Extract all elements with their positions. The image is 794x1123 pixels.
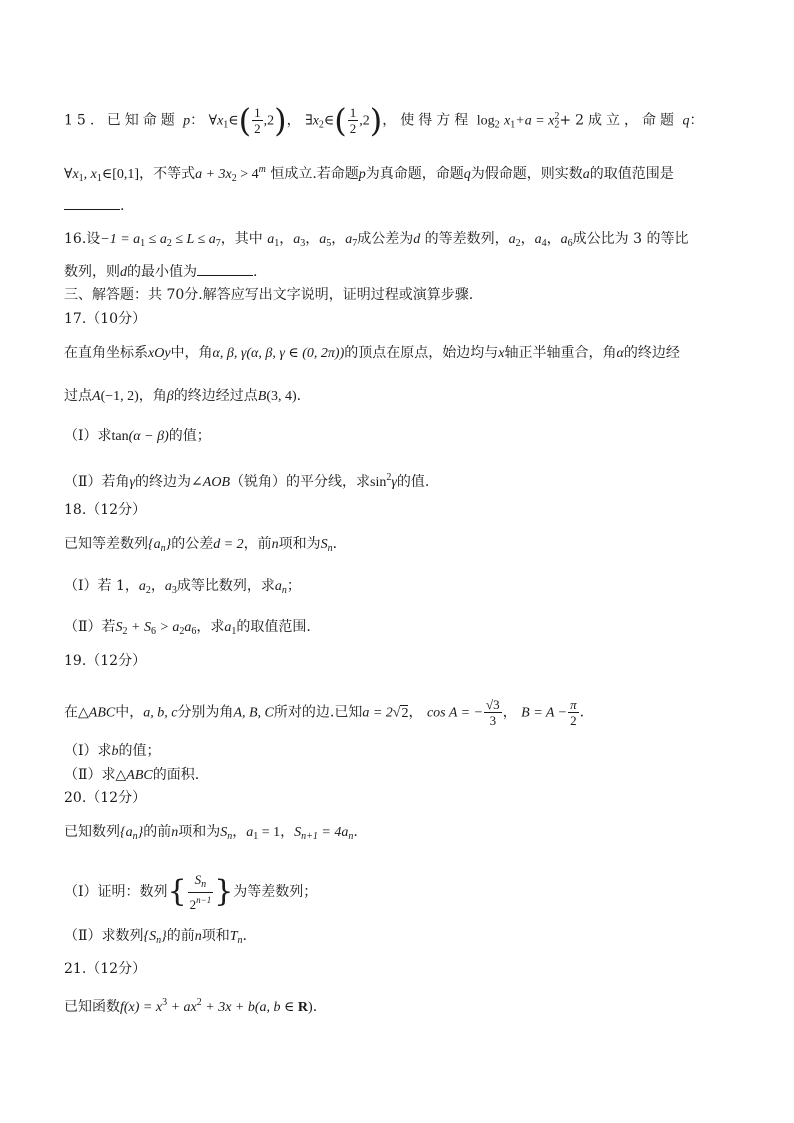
q20-part-2 bbox=[64, 926, 247, 951]
q16-text: 成公差为 bbox=[357, 231, 414, 247]
q15-text: 15. 已知命题 bbox=[64, 112, 179, 129]
q15-paren-open: ( bbox=[238, 101, 252, 140]
q20-period: . bbox=[242, 928, 247, 944]
q20-heading bbox=[64, 788, 146, 808]
q15-paren-close: ) bbox=[274, 101, 287, 140]
q15-text: ，不等式 bbox=[139, 166, 196, 182]
q18-s: S bbox=[115, 620, 123, 635]
q20-line-1 bbox=[64, 822, 358, 847]
q17-text: 中，角 bbox=[170, 345, 213, 361]
q15-sub: 2 bbox=[231, 173, 237, 184]
q17-text: （锐角）的平分线，求 bbox=[230, 474, 370, 490]
q20-period: . bbox=[353, 824, 358, 840]
q18-sub: 6 bbox=[191, 626, 197, 637]
q20-sub: n bbox=[227, 831, 233, 842]
q17-text: 的顶点在原点，始边均与 bbox=[344, 345, 499, 361]
q17-gamma: γ bbox=[391, 475, 397, 490]
q15-frac-num: 1 bbox=[349, 105, 357, 120]
q16-a: a bbox=[345, 232, 353, 247]
q17-heading bbox=[64, 309, 146, 329]
q17-text: 在直角坐标系 bbox=[64, 345, 148, 361]
q16-chain: ≤ L ≤ a bbox=[171, 232, 216, 247]
q16-a: a bbox=[560, 232, 568, 247]
q16-text: 的最小值为 bbox=[127, 264, 197, 280]
q18-a: > a bbox=[155, 620, 180, 635]
q19-text: 所对的边.已知 bbox=[273, 704, 363, 721]
q15-colon: ： bbox=[190, 112, 205, 129]
q19-heading bbox=[64, 651, 146, 671]
q18-sub: n bbox=[281, 585, 287, 596]
q16-sub: 3 bbox=[300, 238, 306, 249]
q16-d: d bbox=[120, 265, 127, 280]
q15-period: . bbox=[120, 198, 125, 214]
q19-frac-den: 3 bbox=[489, 713, 497, 728]
q16-answer-blank bbox=[197, 263, 253, 276]
q20-s: S bbox=[220, 825, 228, 840]
q16-text: 的等差数列， bbox=[424, 231, 509, 247]
q21-paren: ) bbox=[308, 1000, 313, 1015]
q17-point-b: B bbox=[257, 389, 267, 404]
q16-a: a bbox=[293, 232, 301, 247]
q19-fraction-cos bbox=[484, 697, 502, 728]
q16-comma: ， bbox=[279, 231, 294, 247]
q20-text: 的前 bbox=[166, 928, 195, 944]
q15-paren-close: ) bbox=[369, 101, 383, 140]
q20-number: 20.（12分） bbox=[64, 790, 147, 806]
q15-p: p bbox=[183, 113, 191, 129]
q20-sub: 1 bbox=[253, 831, 259, 842]
q16-a: a bbox=[319, 232, 327, 247]
q19-b: b bbox=[111, 744, 119, 759]
q21-number: 21.（12分） bbox=[64, 961, 147, 977]
q15-sub: 1 bbox=[223, 119, 229, 131]
q15-line-3 bbox=[64, 196, 124, 216]
q21-func: f(x) = x bbox=[120, 1000, 163, 1015]
q20-eq: = 4a bbox=[317, 825, 349, 840]
q16-sub: 2 bbox=[166, 238, 172, 249]
q20-sub: n bbox=[156, 935, 162, 946]
q19-frac-num: √3 bbox=[486, 697, 500, 712]
q15-sub: 1 bbox=[510, 119, 516, 131]
q17-text: 的值； bbox=[168, 428, 211, 444]
q18-sub: 3 bbox=[171, 585, 177, 596]
q17-line-2 bbox=[64, 386, 301, 407]
q20-sub: n bbox=[132, 831, 138, 842]
q18-a: a bbox=[274, 579, 282, 594]
q19-text: （Ⅰ）求 bbox=[64, 743, 112, 759]
q16-comma: ， bbox=[546, 231, 561, 247]
q19-text: 分别为角 bbox=[177, 704, 234, 721]
q21-reals: R bbox=[297, 1000, 309, 1015]
q18-a: a bbox=[184, 620, 192, 635]
q19-sqrt-arg: 2 bbox=[401, 705, 409, 721]
q16-sub: 7 bbox=[215, 238, 221, 249]
q20-seq: } bbox=[161, 929, 167, 944]
q20-sup: n−1 bbox=[196, 895, 212, 905]
q20-seq: } bbox=[137, 825, 144, 840]
q21-heading bbox=[64, 959, 146, 979]
q15-sup: 2 bbox=[554, 110, 560, 122]
q15-frac-den: 2 bbox=[254, 121, 261, 136]
q21-func: + ax bbox=[167, 1000, 197, 1015]
q15-text: +2成立，命题 bbox=[559, 112, 679, 129]
q20-t: T bbox=[229, 929, 238, 944]
q20-comma: ， bbox=[280, 824, 295, 840]
q15-text: 恒成立.若命题 bbox=[270, 166, 359, 182]
q21-sup: 3 bbox=[162, 997, 168, 1008]
q20-s: S bbox=[194, 872, 202, 887]
q18-s: + S bbox=[127, 620, 151, 635]
q17-text: （Ⅰ）求 bbox=[64, 428, 112, 444]
q20-text: 项和 bbox=[201, 928, 230, 944]
q15-paren-open: ( bbox=[334, 101, 347, 140]
q16-line-1 bbox=[64, 229, 688, 254]
q17-text: 过点 bbox=[64, 388, 92, 404]
q18-a: a bbox=[224, 620, 232, 635]
q15-interval: ∈[0,1] bbox=[101, 167, 140, 182]
q17-point-a: A bbox=[92, 389, 101, 404]
q20-two: 2 bbox=[189, 897, 197, 912]
q19-frac-num: π bbox=[570, 697, 577, 712]
q20-a: a bbox=[246, 825, 254, 840]
q17-number: 17.（10分） bbox=[64, 311, 147, 327]
q19-sqrt: √2 bbox=[392, 705, 409, 721]
q17-text: 的终边为 bbox=[135, 474, 192, 490]
q15-line-2 bbox=[64, 160, 674, 189]
q16-sub: 7 bbox=[352, 238, 358, 249]
q16-period: . bbox=[253, 264, 258, 280]
q18-sub: 2 bbox=[122, 626, 128, 637]
q20-text: （Ⅱ）求数列 bbox=[64, 928, 144, 944]
q16-text: 16.设 bbox=[64, 231, 101, 247]
q20-part-1 bbox=[64, 872, 317, 912]
q17-part-1 bbox=[64, 426, 211, 447]
q17-angle-range: (α, β, γ ∈ (0, 2π)) bbox=[246, 346, 345, 361]
q20-eq: = 1 bbox=[258, 825, 281, 840]
q19-angles: A, B, C bbox=[233, 705, 274, 721]
q20-frac-num bbox=[188, 872, 214, 893]
q15-text: 的取值范围是 bbox=[589, 166, 674, 182]
q15-text: 为真命题，命题 bbox=[365, 166, 464, 182]
q15-forall-x: ∀x bbox=[64, 167, 79, 182]
q16-text: 成公比为 3 的等比 bbox=[572, 231, 689, 247]
q15-interval-end: ,2 bbox=[359, 113, 370, 129]
q20-sub: n+1 bbox=[301, 831, 318, 842]
q20-brace-open: { bbox=[167, 874, 187, 909]
q20-fraction bbox=[188, 872, 214, 912]
q16-a: a bbox=[534, 232, 542, 247]
q21-line-1 bbox=[64, 993, 317, 1018]
q21-period: . bbox=[312, 999, 318, 1015]
q20-text: （Ⅰ）证明：数列 bbox=[64, 884, 168, 900]
q17-text: （Ⅱ）若角 bbox=[64, 474, 130, 490]
q16-a: a bbox=[508, 232, 516, 247]
q20-sub: n bbox=[348, 831, 354, 842]
q15-line-1 bbox=[64, 101, 704, 140]
q19-fraction-pi bbox=[568, 697, 579, 728]
q19-b-angle: B = A − bbox=[521, 705, 568, 721]
q18-sub: 1 bbox=[231, 626, 237, 637]
q16-text: 数列，则 bbox=[64, 264, 120, 280]
q17-text: 的值. bbox=[396, 474, 430, 490]
q15-interval-end: ,2 bbox=[263, 113, 275, 129]
q18-d: d = 2 bbox=[213, 537, 244, 552]
q19-triangle: △ABC bbox=[78, 705, 116, 721]
q16-d: d bbox=[413, 232, 421, 247]
q18-s: S bbox=[320, 537, 328, 552]
q19-a-value: a = 2 bbox=[362, 705, 393, 721]
q15-log-base: 2 bbox=[494, 119, 500, 131]
q16-a: a bbox=[267, 232, 275, 247]
q19-text: 在 bbox=[64, 704, 78, 721]
q20-text: 的前 bbox=[143, 824, 172, 840]
q15-sub: 2 bbox=[554, 119, 560, 131]
q18-part-1 bbox=[64, 576, 301, 601]
q20-s: S bbox=[294, 825, 302, 840]
q16-comma: ， bbox=[331, 231, 346, 247]
q15-comma: ， bbox=[286, 112, 301, 129]
q16-text: ，其中 bbox=[220, 231, 263, 247]
q18-text: （Ⅰ）若 1， bbox=[64, 578, 139, 594]
q17-tan: tan bbox=[111, 429, 129, 444]
q15-ineq: > 4 bbox=[236, 167, 259, 182]
q18-text: 成等比数列，求 bbox=[176, 578, 275, 594]
q20-text: 项和为 bbox=[178, 824, 221, 840]
q18-sub: n bbox=[160, 543, 166, 554]
q18-seq: } bbox=[165, 537, 172, 552]
q19-cos: cos A = − bbox=[426, 705, 484, 721]
q17-text: 的终边经过点 bbox=[173, 388, 258, 404]
q18-sub: 2 bbox=[145, 585, 151, 596]
q18-comma: ， bbox=[150, 578, 165, 594]
q17-period: . bbox=[296, 388, 302, 404]
q15-x: , x bbox=[83, 167, 97, 182]
q19-comma: ， bbox=[408, 704, 423, 721]
q21-text: 已知函数 bbox=[64, 999, 120, 1015]
q15-sup: m bbox=[258, 164, 266, 175]
q18-sub: 6 bbox=[150, 626, 156, 637]
q17-angles: α, β, γ bbox=[212, 346, 247, 361]
q20-text: 为等差数列； bbox=[233, 884, 318, 900]
q15-sub: 1 bbox=[78, 173, 84, 184]
q15-sub: 1 bbox=[96, 173, 102, 184]
q15-q: q bbox=[682, 113, 690, 129]
q18-line-1 bbox=[64, 534, 337, 559]
q15-ineq: a + 3x bbox=[195, 167, 232, 182]
q18-text: ，前 bbox=[243, 536, 272, 552]
q15-q: q bbox=[463, 167, 471, 182]
q20-frac-den bbox=[188, 893, 214, 912]
q18-period: . bbox=[332, 536, 338, 552]
q16-sub: 1 bbox=[274, 238, 280, 249]
q17-expr: (α − β) bbox=[128, 429, 169, 444]
q19-line-1 bbox=[64, 697, 584, 728]
q17-text: 轴正半轴重合，角 bbox=[504, 345, 617, 361]
q18-number: 18.（12分） bbox=[64, 502, 147, 518]
q19-triangle: △ABC bbox=[115, 768, 153, 783]
q15-text: ，使得方程 bbox=[382, 112, 473, 129]
q15-fraction-1 bbox=[252, 105, 263, 136]
q15-a: a bbox=[582, 167, 590, 182]
q18-n: n bbox=[271, 537, 279, 552]
q15-forall-x: ∀x bbox=[208, 113, 224, 129]
q18-text: 项和为 bbox=[278, 536, 321, 552]
q18-sub: 2 bbox=[179, 626, 185, 637]
q18-text: ； bbox=[286, 578, 301, 594]
q15-colon: ： bbox=[689, 112, 704, 129]
q20-seq: {S bbox=[143, 929, 157, 944]
q19-comma: ， bbox=[502, 704, 517, 721]
q16-sub: 4 bbox=[541, 238, 547, 249]
q16-comma: ， bbox=[520, 231, 535, 247]
q17-gamma: γ bbox=[129, 475, 136, 490]
q16-sub: 1 bbox=[140, 238, 146, 249]
q18-a: a bbox=[164, 579, 172, 594]
q19-text: 的面积. bbox=[152, 767, 200, 783]
q19-period: . bbox=[579, 704, 585, 721]
q20-sub: n bbox=[201, 879, 207, 890]
q18-part-2 bbox=[64, 617, 311, 642]
q18-sub: n bbox=[327, 543, 333, 554]
q18-text: 的取值范围. bbox=[236, 619, 311, 635]
q16-comma: ， bbox=[305, 231, 320, 247]
section-3-heading bbox=[64, 285, 473, 305]
q17-part-2 bbox=[64, 468, 429, 493]
q16-sub: 2 bbox=[515, 238, 521, 249]
q20-text: 已知数列 bbox=[64, 824, 120, 840]
q20-comma: ， bbox=[232, 824, 247, 840]
q15-in: ∈ bbox=[323, 113, 335, 129]
q17-line-1 bbox=[64, 343, 680, 364]
q18-heading bbox=[64, 500, 146, 520]
q18-seq: {a bbox=[148, 537, 161, 552]
q17-point-a-coords: (−1, 2) bbox=[100, 389, 139, 404]
q16-line-2 bbox=[64, 262, 257, 283]
q15-exists-x: ∃x bbox=[305, 113, 319, 129]
q19-sides: a, b, c bbox=[143, 705, 178, 721]
q17-x: x bbox=[498, 346, 505, 361]
q17-sin: sin bbox=[370, 475, 387, 490]
q15-sub: 2 bbox=[318, 119, 324, 131]
q17-sup: 2 bbox=[386, 472, 392, 483]
q17-xoy: xOy bbox=[148, 346, 171, 361]
q19-number: 19.（12分） bbox=[64, 653, 147, 669]
q18-a: a bbox=[138, 579, 146, 594]
q15-answer-blank bbox=[64, 197, 120, 210]
q18-text: 的公差 bbox=[171, 536, 214, 552]
q17-alpha: α bbox=[616, 346, 624, 361]
q16-chain: ≤ a bbox=[145, 232, 167, 247]
q20-n: n bbox=[171, 825, 179, 840]
q17-text: ，角 bbox=[138, 388, 167, 404]
q21-func: + 3x + b(a, b ∈ bbox=[201, 1000, 298, 1015]
q19-frac-den: 2 bbox=[570, 713, 577, 728]
q19-text: 中， bbox=[115, 704, 144, 721]
q19-part-1 bbox=[64, 741, 161, 762]
q17-text: 的终边经 bbox=[623, 345, 680, 361]
q16-chain: −1 = a bbox=[100, 232, 141, 247]
q15-text: 为假命题，则实数 bbox=[470, 166, 583, 182]
q19-text: 的值； bbox=[118, 743, 161, 759]
q18-text: （Ⅱ）若 bbox=[64, 619, 116, 635]
q20-sub: n bbox=[237, 935, 243, 946]
q20-seq: {a bbox=[120, 825, 133, 840]
section-3-text: 三、解答题：共 70分.解答应写出文字说明，证明过程或演算步骤. bbox=[64, 287, 474, 303]
q20-brace-close: } bbox=[214, 874, 234, 909]
q15-x: x bbox=[504, 113, 511, 129]
q19-part-2 bbox=[64, 765, 199, 786]
q15-frac-den: 2 bbox=[349, 121, 357, 136]
q15-log: log bbox=[476, 113, 495, 129]
q15-p: p bbox=[358, 167, 366, 182]
q20-n: n bbox=[194, 929, 202, 944]
q15-eq: +a = x bbox=[515, 113, 555, 129]
q15-frac-num: 1 bbox=[254, 105, 261, 120]
q19-text: （Ⅱ）求 bbox=[64, 767, 116, 783]
q17-point-b-coords: (3, 4) bbox=[266, 389, 297, 404]
q17-angle-aob: ∠AOB bbox=[191, 475, 230, 490]
q21-sup: 2 bbox=[196, 997, 202, 1008]
q18-text: 已知等差数列 bbox=[64, 536, 148, 552]
q15-fraction-2 bbox=[348, 105, 359, 136]
q17-beta: β bbox=[166, 389, 174, 404]
q15-in: ∈ bbox=[228, 113, 239, 129]
q16-sub: 5 bbox=[326, 238, 332, 249]
q18-text: ，求 bbox=[196, 619, 225, 635]
q16-sub: 6 bbox=[567, 238, 573, 249]
